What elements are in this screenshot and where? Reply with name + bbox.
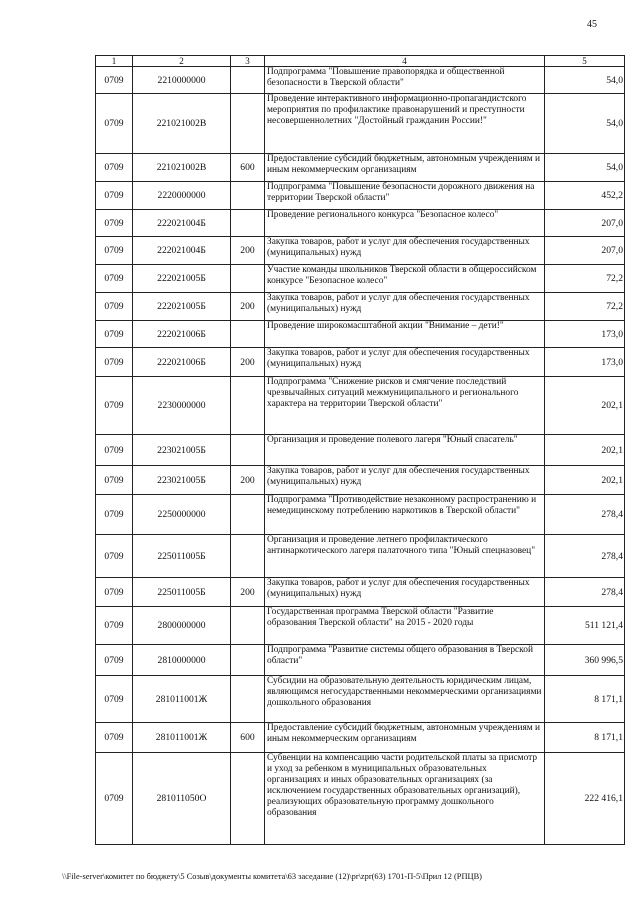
row-section: 0709 [96, 154, 133, 182]
file-path-footer: \\File-server\комитет по бюджету\5 Созыв\документы комитета\63 заседание (12)\pr\zpr(63) 1701-П-5\Прил 12 (РПЦВ) [62, 872, 482, 881]
row-type: 200 [231, 348, 265, 377]
row-section: 0709 [96, 676, 133, 723]
row-code: 222021004Б [133, 210, 231, 237]
table-row [96, 348, 625, 377]
row-name: Проведение широкомасштабной акции "Внимание – дети!" [265, 321, 545, 348]
row-code: 222021005Б [133, 265, 231, 293]
table-row [96, 321, 625, 348]
row-code: 222021006Б [133, 321, 231, 348]
row-type [231, 182, 265, 210]
row-code: 223021005Б [133, 466, 231, 495]
row-type [231, 753, 265, 845]
row-section: 0709 [96, 321, 133, 348]
budget-table [95, 55, 625, 845]
row-name: Организация и проведение летнего профилактического антинаркотического лагеря палаточного типа "Юный спецназовец" [265, 535, 545, 578]
row-section: 0709 [96, 578, 133, 607]
row-code: 222021004Б [133, 237, 231, 265]
row-code: 2800000000 [133, 607, 231, 645]
header-col-3: 3 [231, 56, 265, 67]
row-amount: 173,0 [545, 321, 625, 348]
row-type [231, 495, 265, 535]
row-amount: 202,1 [545, 377, 625, 435]
row-section: 0709 [96, 348, 133, 377]
row-type: 600 [231, 723, 265, 753]
row-amount: 278,4 [545, 495, 625, 535]
row-amount: 452,2 [545, 182, 625, 210]
row-type [231, 645, 265, 676]
row-amount: 360 996,5 [545, 645, 625, 676]
row-code: 222021006Б [133, 348, 231, 377]
row-code: 281011001Ж [133, 676, 231, 723]
header-col-4: 4 [265, 56, 545, 67]
row-section: 0709 [96, 645, 133, 676]
row-code: 2810000000 [133, 645, 231, 676]
row-amount: 202,1 [545, 435, 625, 466]
row-amount: 222 416,1 [545, 753, 625, 845]
row-type [231, 607, 265, 645]
row-section: 0709 [96, 293, 133, 321]
row-type: 200 [231, 237, 265, 265]
row-name: Закупка товаров, работ и услуг для обеспечения государственных (муниципальных) нужд [265, 348, 545, 377]
row-amount: 278,4 [545, 578, 625, 607]
row-name: Субвенции на компенсацию части родительской платы за присмотр и уход за ребенком в муниципальных образовательных организациях и иных образовательных организациях (за исключением государственных образовательных организаций), реализующих образовательную программу дошкольного образования [265, 753, 545, 845]
row-amount: 511 121,4 [545, 607, 625, 645]
row-name: Государственная программа Тверской области "Развитие образования Тверской области" на 2015 - 2020 годы [265, 607, 545, 645]
table-row [96, 466, 625, 495]
row-code: 221021002В [133, 154, 231, 182]
row-name: Проведение интерактивного информационно-пропагандистского мероприятия по профилактике правонарушений и преступности несовершеннолетних "Достойный гражданин России!" [265, 94, 545, 154]
table-row [96, 154, 625, 182]
page-number: 45 [587, 19, 597, 30]
row-amount: 202,1 [545, 466, 625, 495]
table-row [96, 645, 625, 676]
row-amount: 72,2 [545, 293, 625, 321]
row-name: Подпрограмма "Повышение правопорядка и общественной безопасности в Тверской области" [265, 67, 545, 94]
row-type [231, 210, 265, 237]
table-row [96, 210, 625, 237]
row-amount: 54,0 [545, 67, 625, 94]
row-name: Подпрограмма "Снижение рисков и смягчение последствий чрезвычайных ситуаций межмуниципального и регионального характера на территории Тверской области" [265, 377, 545, 435]
row-section: 0709 [96, 723, 133, 753]
table-row [96, 237, 625, 265]
table-row [96, 94, 625, 154]
row-section: 0709 [96, 435, 133, 466]
row-code: 281011001Ж [133, 723, 231, 753]
row-type [231, 67, 265, 94]
row-code: 2230000000 [133, 377, 231, 435]
table-row [96, 377, 625, 435]
row-code: 281011050О [133, 753, 231, 845]
table-row [96, 293, 625, 321]
row-name: Подпрограмма "Развитие системы общего образования в Тверской области" [265, 645, 545, 676]
row-section: 0709 [96, 753, 133, 845]
header-col-2: 2 [133, 56, 231, 67]
row-section: 0709 [96, 377, 133, 435]
table-row [96, 435, 625, 466]
row-code: 223021005Б [133, 435, 231, 466]
row-type [231, 535, 265, 578]
table-row [96, 265, 625, 293]
row-amount: 54,0 [545, 94, 625, 154]
table-row [96, 578, 625, 607]
row-section: 0709 [96, 466, 133, 495]
row-amount: 173,0 [545, 348, 625, 377]
row-section: 0709 [96, 607, 133, 645]
row-amount: 207,0 [545, 210, 625, 237]
row-type [231, 435, 265, 466]
row-name: Организация и проведение полевого лагеря "Юный спасатель" [265, 435, 545, 466]
row-type: 200 [231, 466, 265, 495]
row-section: 0709 [96, 237, 133, 265]
row-section: 0709 [96, 67, 133, 94]
row-name: Предоставление субсидий бюджетным, автономным учреждениям и иным некоммерческим организациям [265, 723, 545, 753]
row-type: 200 [231, 293, 265, 321]
table-row [96, 67, 625, 94]
row-section: 0709 [96, 210, 133, 237]
row-section: 0709 [96, 265, 133, 293]
table-row [96, 753, 625, 845]
row-name: Закупка товаров, работ и услуг для обеспечения государственных (муниципальных) нужд [265, 578, 545, 607]
table-row [96, 723, 625, 753]
row-amount: 8 171,1 [545, 676, 625, 723]
row-type: 600 [231, 154, 265, 182]
row-amount: 72,2 [545, 265, 625, 293]
row-name: Закупка товаров, работ и услуг для обеспечения государственных (муниципальных) нужд [265, 237, 545, 265]
row-name: Субсидии на образовательную деятельность юридическим лицам, являющимся негосударственными некоммерческими организациями дошкольного образования [265, 676, 545, 723]
row-name: Подпрограмма "Противодействие незаконному распространению и немедицинскому потреблению наркотиков в Тверской области" [265, 495, 545, 535]
table-row [96, 495, 625, 535]
row-name: Предоставление субсидий бюджетным, автономным учреждениям и иным некоммерческим организациям [265, 154, 545, 182]
row-type [231, 321, 265, 348]
row-type [231, 377, 265, 435]
row-name: Закупка товаров, работ и услуг для обеспечения государственных (муниципальных) нужд [265, 466, 545, 495]
row-type [231, 94, 265, 154]
row-name: Закупка товаров, работ и услуг для обеспечения государственных (муниципальных) нужд [265, 293, 545, 321]
row-name: Подпрограмма "Повышение безопасности дорожного движения на территории Тверской области" [265, 182, 545, 210]
row-amount: 54,0 [545, 154, 625, 182]
row-code: 222021005Б [133, 293, 231, 321]
header-col-1: 1 [96, 56, 133, 67]
row-name: Проведение регионального конкурса "Безопасное колесо" [265, 210, 545, 237]
row-type [231, 265, 265, 293]
row-code: 2220000000 [133, 182, 231, 210]
row-amount: 207,0 [545, 237, 625, 265]
row-name: Участие команды школьников Тверской области в общероссийском конкурсе "Безопасное колесо" [265, 265, 545, 293]
row-code: 2210000000 [133, 67, 231, 94]
row-type [231, 676, 265, 723]
row-code: 225011005Б [133, 535, 231, 578]
table-row [96, 535, 625, 578]
row-type: 200 [231, 578, 265, 607]
row-section: 0709 [96, 182, 133, 210]
table-row [96, 182, 625, 210]
table-row [96, 607, 625, 645]
row-section: 0709 [96, 535, 133, 578]
row-code: 225011005Б [133, 578, 231, 607]
header-col-5: 5 [545, 56, 625, 67]
table-header-row [96, 56, 625, 67]
row-amount: 278,4 [545, 535, 625, 578]
row-code: 2250000000 [133, 495, 231, 535]
row-section: 0709 [96, 495, 133, 535]
row-amount: 8 171,1 [545, 723, 625, 753]
table-row [96, 676, 625, 723]
row-code: 221021002В [133, 94, 231, 154]
row-section: 0709 [96, 94, 133, 154]
